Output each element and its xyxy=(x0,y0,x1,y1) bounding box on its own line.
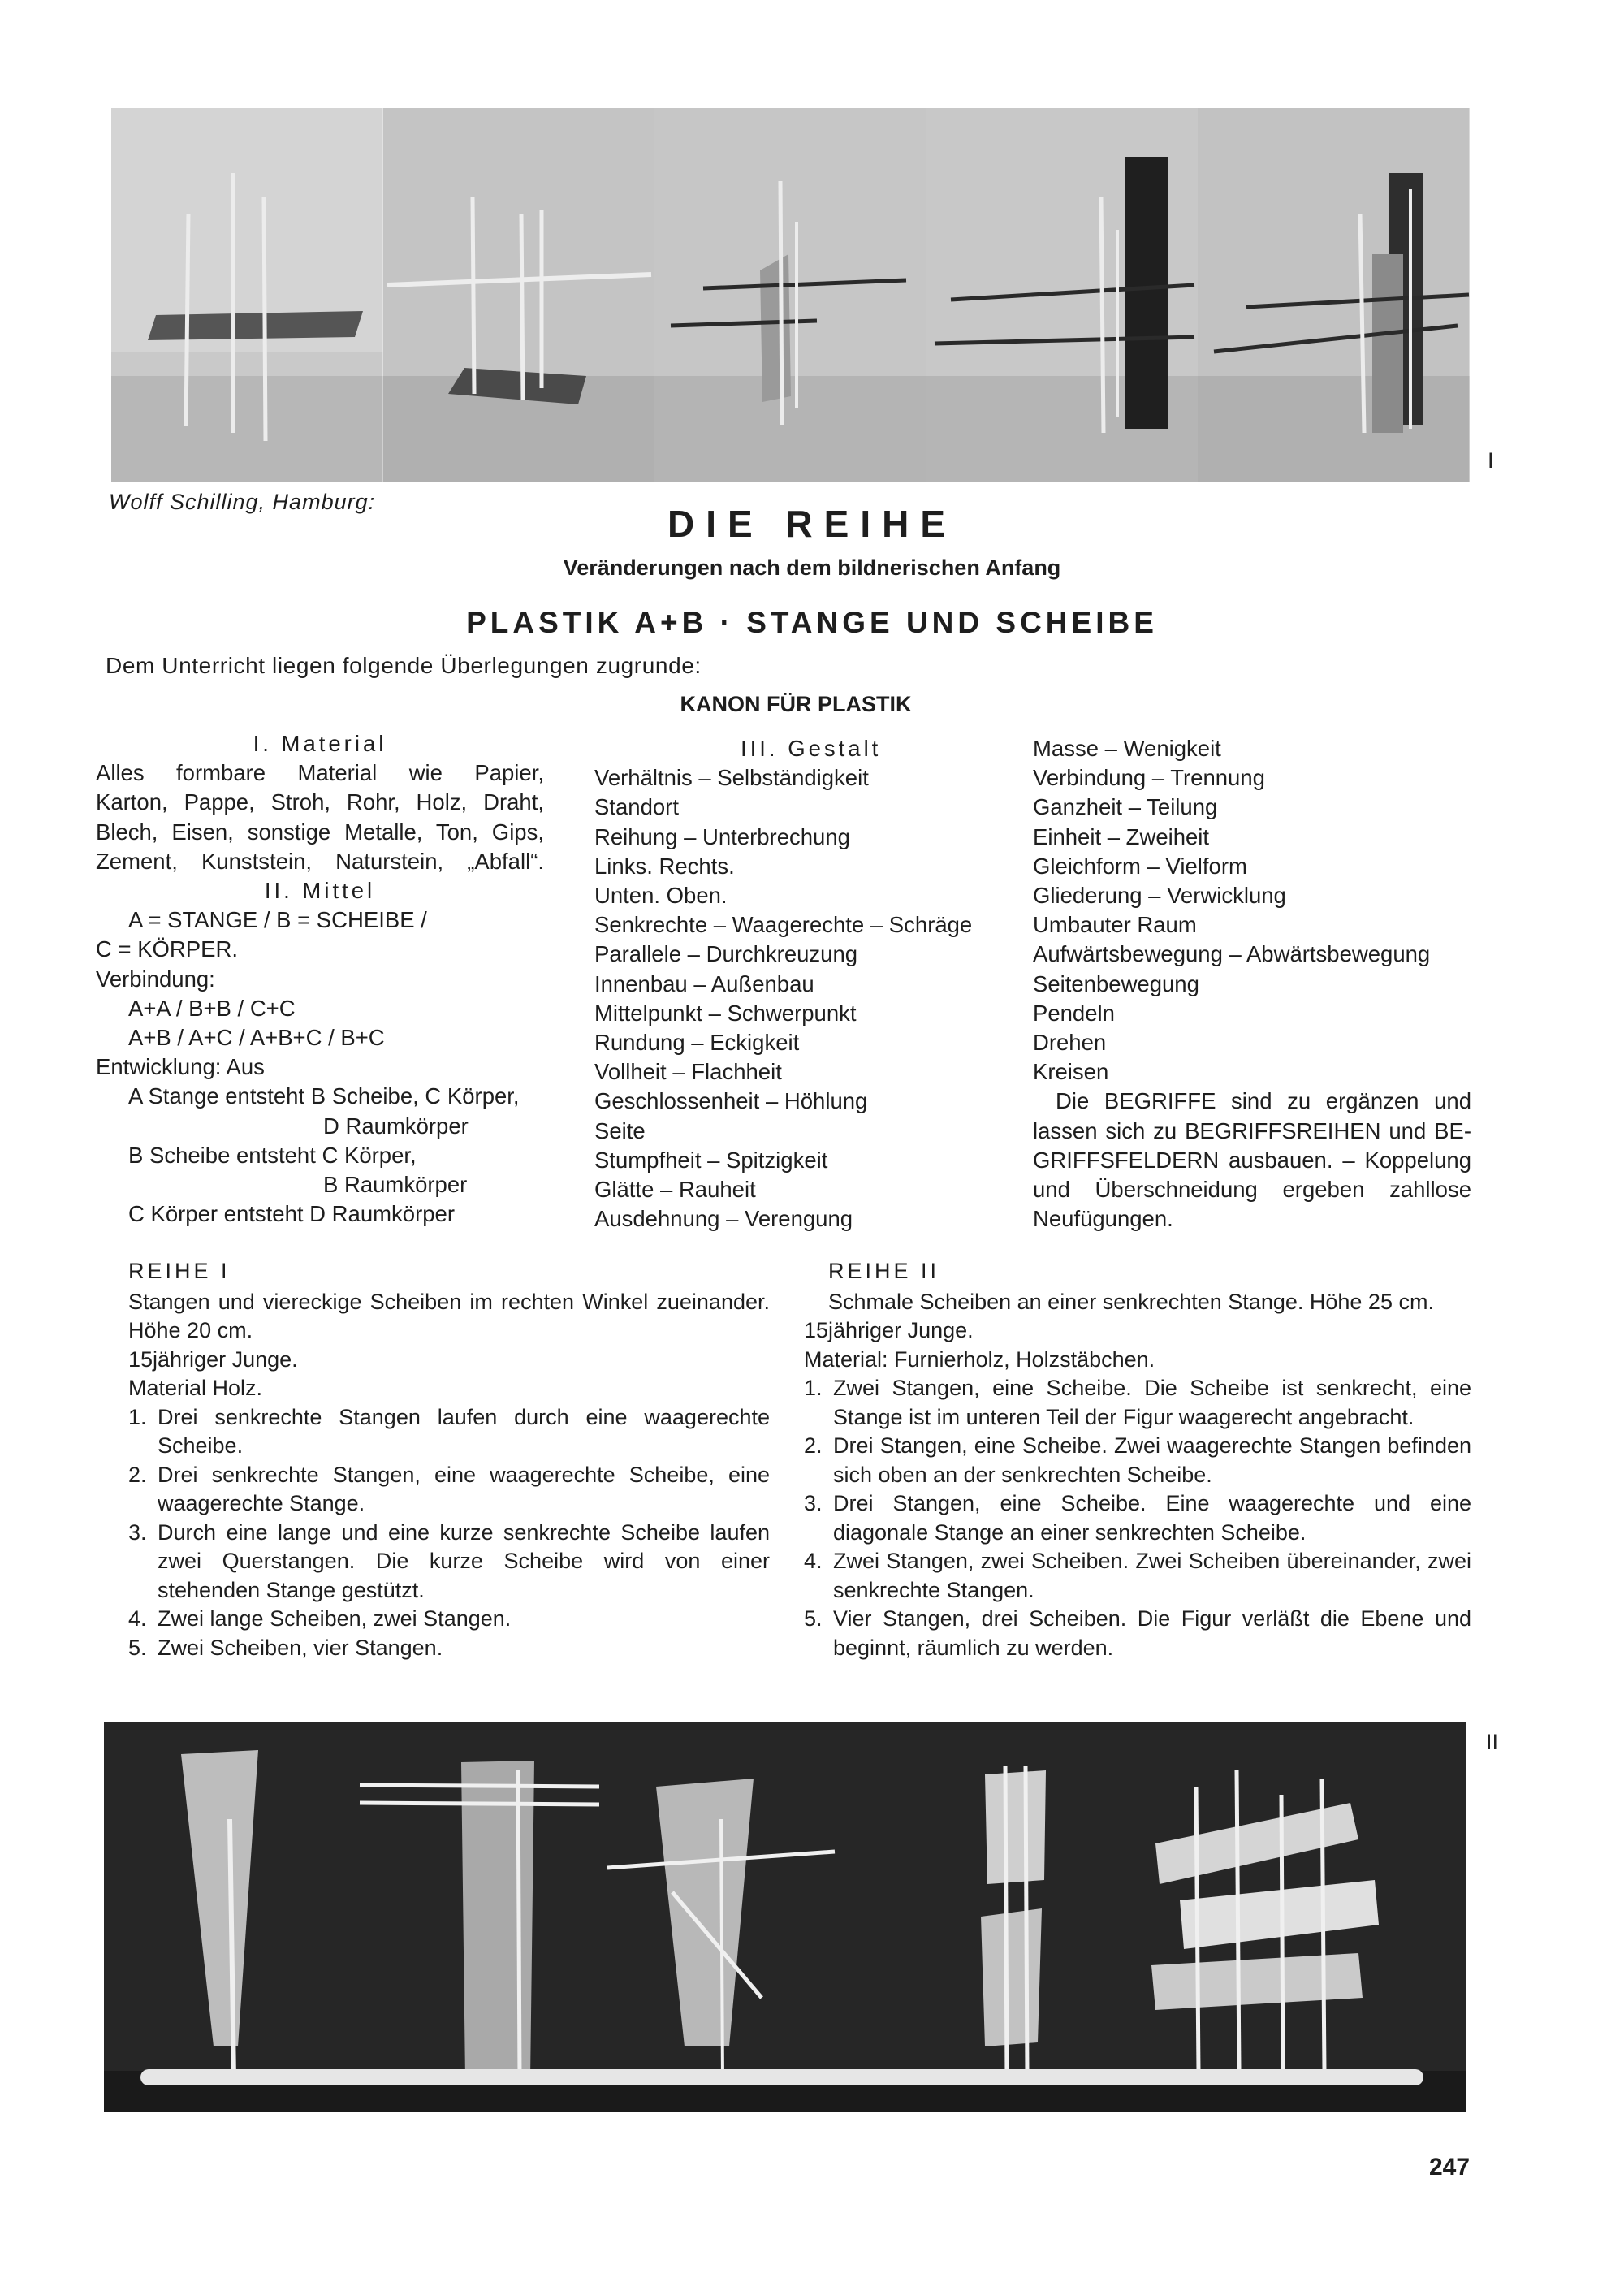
reihe-1-item-number: 4. xyxy=(128,1606,147,1631)
reihe-2-item xyxy=(804,1547,1471,1605)
gestalt-heading: III. Gestalt xyxy=(741,736,882,761)
gestalt-line: Seite xyxy=(594,1117,646,1143)
reihe-1-item-number: 2. xyxy=(128,1462,147,1487)
begriffe-paragraph-line: GRIFFSFELDERN ausbauen. – Koppelung xyxy=(1033,1147,1471,1173)
mittel-heading: II. Mittel xyxy=(264,878,376,904)
mittel-line: A = STANGE / B = SCHEIBE / xyxy=(128,907,427,933)
entwicklung-line: D Raumkörper xyxy=(323,1113,469,1139)
begriffe-paragraph-line: Die BEGRIFFE sind zu ergänzen und xyxy=(1056,1088,1471,1114)
concept-line: Umbauter Raum xyxy=(1033,912,1197,938)
reihe-2-item xyxy=(804,1432,1471,1489)
photo-reihe-1-figure-1 xyxy=(111,108,383,482)
concept-line: Masse – Wenigkeit xyxy=(1033,736,1221,761)
kanon-heading: KANON FÜR PLASTIK xyxy=(680,692,912,716)
photo-reihe-1-figure-4 xyxy=(926,108,1199,482)
material-line: Alles formbare Material wie Papier, xyxy=(96,760,544,786)
concept-line: Kreisen xyxy=(1033,1059,1109,1085)
reihe-1-item xyxy=(128,1461,770,1519)
reihe-2-item-text: Drei Stangen, eine Scheibe. Zwei waagerechte Stangen befinden sich oben an der senkrechten Scheibe. xyxy=(833,1433,1471,1487)
reihe-2-item-text: Vier Stangen, drei Scheiben. Die Figur verläßt die Ebene und beginnt, räumlich zu werden. xyxy=(833,1606,1471,1660)
photo-reihe-2 xyxy=(104,1722,1466,2112)
photo-marker-top: I xyxy=(1488,448,1494,473)
reihe-1-item xyxy=(128,1605,770,1634)
reihe-2-item-text: Zwei Stangen, zwei Scheiben. Zwei Scheiben übereinander, zwei senkrechte Stangen. xyxy=(833,1549,1471,1602)
concept-line: Gliederung – Verwicklung xyxy=(1033,883,1286,909)
reihe-1-item-number: 3. xyxy=(128,1519,147,1545)
reihe-1-section xyxy=(128,1257,770,1662)
reihe-1-item xyxy=(128,1634,770,1663)
reihe-1-item-text: Durch eine lange und eine kurze senkrechte Scheibe laufen zwei Querstangen. Die kurze Scheibe wird von einer stehenden Stange gestützt. xyxy=(158,1519,770,1602)
reihe-1-item-number: 5. xyxy=(128,1635,147,1660)
verbindung-line: A+B / A+C / A+B+C / B+C xyxy=(128,1025,385,1051)
reihe-2-item xyxy=(804,1489,1471,1547)
gestalt-line: Stumpfheit – Spitzigkeit xyxy=(594,1147,828,1173)
reihe-2-section xyxy=(804,1257,1471,1662)
material-heading: I. Material xyxy=(253,731,387,756)
reihe-1-item-text: Zwei Scheiben, vier Stangen. xyxy=(158,1635,443,1660)
photo-strip-reihe-1 xyxy=(111,108,1470,482)
verbindung-line: A+A / B+B / C+C xyxy=(128,995,296,1021)
reihe-2-item-number: 5. xyxy=(804,1606,823,1631)
gestalt-line: Unten. Oben. xyxy=(594,883,728,909)
photo-reihe-1-figure-3 xyxy=(654,108,926,482)
concept-line: Pendeln xyxy=(1033,1000,1115,1026)
section-heading: PLASTIK A+B · STANGE UND SCHEIBE xyxy=(466,606,1158,639)
begriffe-paragraph-line: lassen sich zu BEGRIFFSREIHEN und BE- xyxy=(1033,1117,1471,1143)
material-line: Zement, Kunststein, Naturstein, „Abfall“. xyxy=(96,848,544,874)
gestalt-line: Rundung – Eckigkeit xyxy=(594,1030,800,1056)
gestalt-line: Standort xyxy=(594,794,679,820)
gestalt-line: Ausdehnung – Verengung xyxy=(594,1206,853,1232)
reihe-2-item xyxy=(804,1605,1471,1662)
photo-credit: Wolff Schilling, Hamburg: xyxy=(109,490,376,514)
photo-reihe-1-figure-5 xyxy=(1198,108,1470,482)
entwicklung-line: A Stange entsteht B Scheibe, C Körper, xyxy=(128,1083,520,1109)
concept-line: Verbindung – Trennung xyxy=(1033,765,1265,791)
reihe-2-item-number: 2. xyxy=(804,1433,823,1458)
reihe-2-material: Material: Furnierholz, Holzstäbchen. xyxy=(804,1346,1155,1372)
reihe-2-heading: REIHE II xyxy=(828,1259,940,1283)
reihe-2-item-text: Drei Stangen, eine Scheibe. Eine waagerechte und eine diagonale Stange an einer senkrechten Scheibe. xyxy=(833,1491,1471,1545)
reihe-1-age: 15jähriger Junge. xyxy=(128,1346,298,1372)
concept-line: Seitenbewegung xyxy=(1033,970,1199,996)
material-line: Karton, Pappe, Stroh, Rohr, Holz, Draht, xyxy=(96,789,544,815)
entwicklung-line: C Körper entsteht D Raumkörper xyxy=(128,1201,455,1227)
reihe-1-item-number: 1. xyxy=(128,1404,147,1429)
concept-line: Drehen xyxy=(1033,1030,1107,1056)
reihe-1-item xyxy=(128,1519,770,1606)
reihe-2-intro: Schmale Scheiben an einer senkrechten Stange. Höhe 25 cm. xyxy=(828,1289,1434,1314)
concept-line: Aufwärtsbewegung – Abwärtsbewegung xyxy=(1033,941,1431,967)
kanon-column-1 xyxy=(96,729,544,1229)
reihe-1-heading: REIHE I xyxy=(128,1259,231,1283)
gestalt-line: Geschlossenheit – Höhlung xyxy=(594,1088,868,1114)
entwicklung-line: B Scheibe entsteht C Körper, xyxy=(128,1142,417,1168)
intro-text: Dem Unterricht liegen folgende Überlegungen zugrunde: xyxy=(106,653,702,678)
gestalt-line: Reihung – Unterbrechung xyxy=(594,823,850,849)
kanon-column-3 xyxy=(1033,734,1471,1234)
gestalt-line: Verhältnis – Selbständigkeit xyxy=(594,765,869,791)
page-title: DIE REIHE xyxy=(667,503,957,545)
material-line: Blech, Eisen, sonstige Metalle, Ton, Gips, xyxy=(96,819,544,845)
reihe-1-item-text: Zwei lange Scheiben, zwei Stangen. xyxy=(158,1606,512,1631)
page-number: 247 xyxy=(1429,2154,1471,2180)
reihe-2-item-number: 4. xyxy=(804,1549,823,1573)
reihe-2-age: 15jähriger Junge. xyxy=(804,1318,974,1342)
reihe-1-intro: Stangen und viereckige Scheiben im rechten Winkel zueinander. Höhe 20 cm. xyxy=(128,1289,770,1342)
reihe-2-item-number: 1. xyxy=(804,1376,823,1400)
concept-line: Gleichform – Vielform xyxy=(1033,853,1247,879)
entwicklung-label: Entwicklung: Aus xyxy=(96,1054,265,1080)
mittel-line: C = KÖRPER. xyxy=(96,936,238,962)
reihe-2-item-text: Zwei Stangen, eine Scheibe. Die Scheibe ist senkrecht, eine Stange ist im unteren Teil der Figur waagerecht angebracht. xyxy=(833,1376,1471,1429)
photo-marker-bottom: II xyxy=(1486,1730,1499,1754)
gestalt-line: Parallele – Durchkreuzung xyxy=(594,941,858,967)
gestalt-line: Glätte – Rauheit xyxy=(594,1177,756,1203)
verbindung-label: Verbindung: xyxy=(96,966,215,992)
gestalt-line: Vollheit – Flachheit xyxy=(594,1059,782,1085)
kanon-column-2 xyxy=(594,734,973,1234)
gestalt-line: Mittelpunkt – Schwerpunkt xyxy=(594,1000,857,1026)
entwicklung-line: B Raumkörper xyxy=(323,1172,468,1198)
reihe-1-item xyxy=(128,1403,770,1461)
concept-line: Ganzheit – Teilung xyxy=(1033,794,1218,820)
concept-line: Einheit – Zweiheit xyxy=(1033,823,1210,849)
reihe-1-item-text: Drei senkrechte Stangen, eine waagerechte Scheibe, eine waagerechte Stange. xyxy=(158,1462,770,1515)
reihe-1-material: Material Holz. xyxy=(128,1376,263,1400)
photo-reihe-1-figure-2 xyxy=(383,108,655,482)
begriffe-paragraph-line: Neufügungen. xyxy=(1033,1206,1173,1232)
page-subtitle: Veränderungen nach dem bildnerischen Anfang xyxy=(563,555,1061,580)
reihe-2-item-number: 3. xyxy=(804,1491,823,1515)
gestalt-line: Links. Rechts. xyxy=(594,853,735,879)
begriffe-paragraph-line: und Überschneidung ergeben zahllose xyxy=(1033,1177,1471,1203)
gestalt-line: Senkrechte – Waagerechte – Schräge xyxy=(594,912,973,938)
reihe-2-item xyxy=(804,1374,1471,1432)
reihe-1-item-text: Drei senkrechte Stangen laufen durch eine waagerechte Scheibe. xyxy=(158,1404,770,1458)
gestalt-line: Innenbau – Außenbau xyxy=(594,970,814,996)
